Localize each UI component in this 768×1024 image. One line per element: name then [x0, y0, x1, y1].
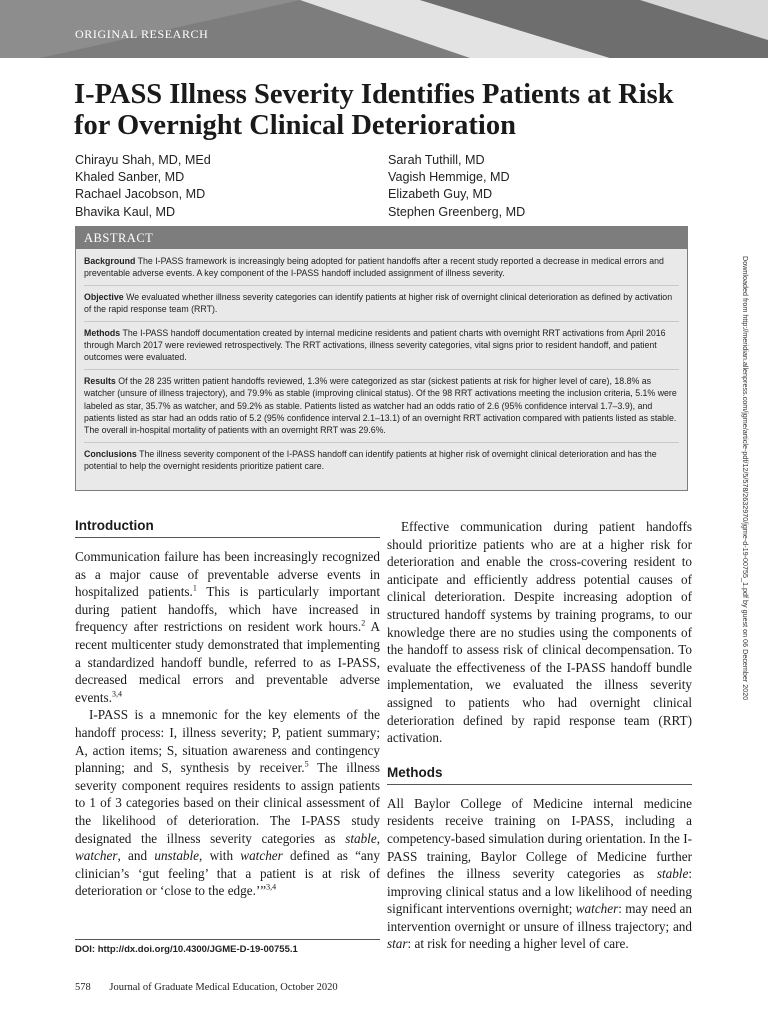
author-name: Elizabeth Guy, MD	[388, 187, 493, 202]
author-name: Vagish Hemmige, MD	[388, 170, 510, 185]
methods-paragraph-1	[387, 795, 692, 953]
abstract-label: Objective	[84, 291, 124, 302]
methods-heading: Methods	[387, 765, 692, 785]
citation[interactable]: 3,4	[266, 882, 277, 892]
abstract-text: We evaluated whether illness severity categories can identify patients at higher risk of overnight clinical deterioration as defined by activation of the rapid response team (RRT).	[84, 291, 673, 315]
author-list-right	[388, 152, 525, 221]
author-name: Sarah Tuthill, MD	[388, 153, 485, 167]
right-paragraph-1: Effective communication during patient handoffs should prioritize patients who are at a higher risk for deterioration and enable the cross-covering resident to anticipate and efficiently address potential causes of clinical deterioration. Despite increasing adoption of structured handoff systems by training programs, to our knowledge there are no studies using the components of the handoff to assess risk of clinical decompensation. To evaluate the effectiveness of the I-PASS handoff bundle implementation, we evaluated the illness severity assigned to patients who had overnight clinical deterioration defined by rapid response team (RRT) activation.	[387, 519, 692, 746]
citation[interactable]: 2	[361, 618, 366, 628]
doi-link[interactable]: DOI: http://dx.doi.org/10.4300/JGME-D-19-00755.1	[75, 939, 380, 955]
introduction-heading: Introduction	[75, 518, 380, 538]
abstract-conclusions	[84, 448, 679, 478]
author-name: Chirayu Shah, MD, MEd	[75, 153, 211, 167]
left-column	[75, 518, 380, 900]
methods-text: : at risk for needing a higher level of care.	[407, 936, 629, 952]
author-name: Rachael Jacobson, MD	[75, 187, 206, 202]
intro-paragraph-1	[75, 548, 380, 706]
term-watcher: watcher	[240, 848, 283, 864]
abstract-background	[84, 255, 679, 286]
page-number: 578	[75, 982, 91, 993]
citation[interactable]: 5	[304, 759, 309, 769]
download-note	[740, 256, 752, 776]
right-column	[387, 518, 692, 953]
intro-text: This is particularly important during patient handoffs, which have increased in frequency after restrictions on resident work hours.	[75, 584, 380, 635]
separator: ,	[376, 830, 380, 846]
intro-text: Communication failure has been increasingly recognized as a major cause of preventable adverse events in hospitalized patients.	[75, 549, 380, 600]
page-footer	[75, 982, 338, 993]
author-name: Khaled Sanber, MD	[75, 170, 185, 185]
abstract-label: Results	[84, 375, 116, 386]
intro-paragraph-2	[75, 706, 380, 900]
term-watcher: watcher	[75, 848, 118, 864]
abstract-box	[75, 226, 688, 491]
methods-text: : improving clinical status and a low likelihood of needing significant interventions overnight;	[387, 866, 692, 917]
abstract-methods	[84, 327, 679, 370]
abstract-body	[76, 249, 687, 478]
term-star: star	[387, 936, 408, 952]
term-unstable: unstable	[154, 848, 200, 864]
term-watcher: watcher	[575, 901, 619, 917]
abstract-objective	[84, 291, 679, 322]
abstract-results	[84, 375, 679, 443]
journal-name: Journal of Graduate Medical Education, October 2020	[109, 982, 338, 993]
author-list-left	[75, 152, 211, 221]
methods-text: All Baylor College of Medicine internal medicine residents receive training on I-PASS, including a competency-based simulation during orientation. In the I-PASS training, Baylor College of Medicine further defines the illness severity categories as	[387, 795, 692, 882]
intro-text: defined as “any clinician’s ‘gut feeling’ that a patient is at risk of deterioration or ‘close to the edge.’”	[75, 848, 380, 899]
separator: , and	[117, 848, 155, 864]
abstract-text: Of the 28 235 written patient handoffs reviewed, 1.3% were categorized as star (sickest patients at risk for higher level of care), 18.8% as watcher (unsure of illness trajectory), and 79.9% as stable (improving clinical status). Of the 98 RRT activations meeting the inclusion criteria, 5.1% were labeled as star, 35.7% as watcher, and 59.2% as stable. Patients listed as watcher had an odds ratio of 2.6 (95% confidence interval 1.7–3.9), and patients listed as star had an odds ratio of 5.2 (95% confidence interval 2.1–13.1) of an overnight RRT activation compared with patients listed as stable. The overall in-hospital mortality of patients with an overnight RRT was 29.6%.	[84, 375, 677, 436]
citation[interactable]: 1	[192, 583, 197, 593]
methods-text: : may need an intervention overnight or unsure of illness trajectory; and	[387, 901, 692, 934]
separator: , with	[199, 848, 241, 864]
abstract-label: Background	[84, 256, 136, 266]
intro-text: A recent multicenter study demonstrated that implementing a standardized handoff bundle, referred to as I-PASS, decreased medical errors and preventable adverse events.	[75, 619, 380, 705]
section-label: ORIGINAL RESEARCH	[75, 27, 209, 41]
article-title: I-PASS Illness Severity Identifies Patients at Risk for Overnight Clinical Deterioration	[74, 79, 674, 141]
header-band	[0, 0, 768, 58]
author-name: Stephen Greenberg, MD	[388, 204, 526, 219]
term-stable: stable	[656, 866, 689, 882]
abstract-text: The I-PASS handoff documentation created by internal medicine residents and patient charts with overnight RRT activations from April 2016 through March 2017 were reviewed retrospectively. The RRT activations, illness severity categories, vital signs prior to resident handoff, and patient outcomes were evaluated.	[84, 327, 666, 363]
term-stable: stable	[345, 830, 377, 846]
intro-text: I-PASS is a mnemonic for the key elements of the handoff process: I, illness severity; P, patient summary; A, action items; S, situation awareness and contingency planning; and S, synthesis by receiver.	[75, 707, 380, 776]
abstract-text: The I-PASS framework is increasingly being adopted for patient handoffs after a recent study reported a decrease in medical errors and preventable adverse events. A key component of the I-PASS handoff included assignment of illness severity.	[84, 256, 664, 279]
intro-text: The illness severity component requires residents to assign patients to 1 of 3 categories based on their clinical assessment of the likelihood of deterioration. The I-PASS study designated the illness severity categories as	[75, 760, 380, 846]
author-name: Bhavika Kaul, MD	[75, 204, 176, 219]
abstract-label: Methods	[84, 327, 121, 338]
citation[interactable]: 3,4	[112, 689, 122, 699]
abstract-heading: ABSTRACT	[76, 227, 687, 249]
download-note-text: Downloaded from http://meridian.allenpress.com/jgme/article-pdf/12/5/578/2632970/jgme-d-19-00755_1.pdf by guest on 06 December 2020	[741, 256, 750, 701]
abstract-text: The illness severity component of the I-PASS handoff can identify patients at higher risk of overnight clinical deterioration and has the potential to help the overnight residents prioritize patient care.	[84, 448, 657, 472]
abstract-label: Conclusions	[84, 448, 137, 459]
